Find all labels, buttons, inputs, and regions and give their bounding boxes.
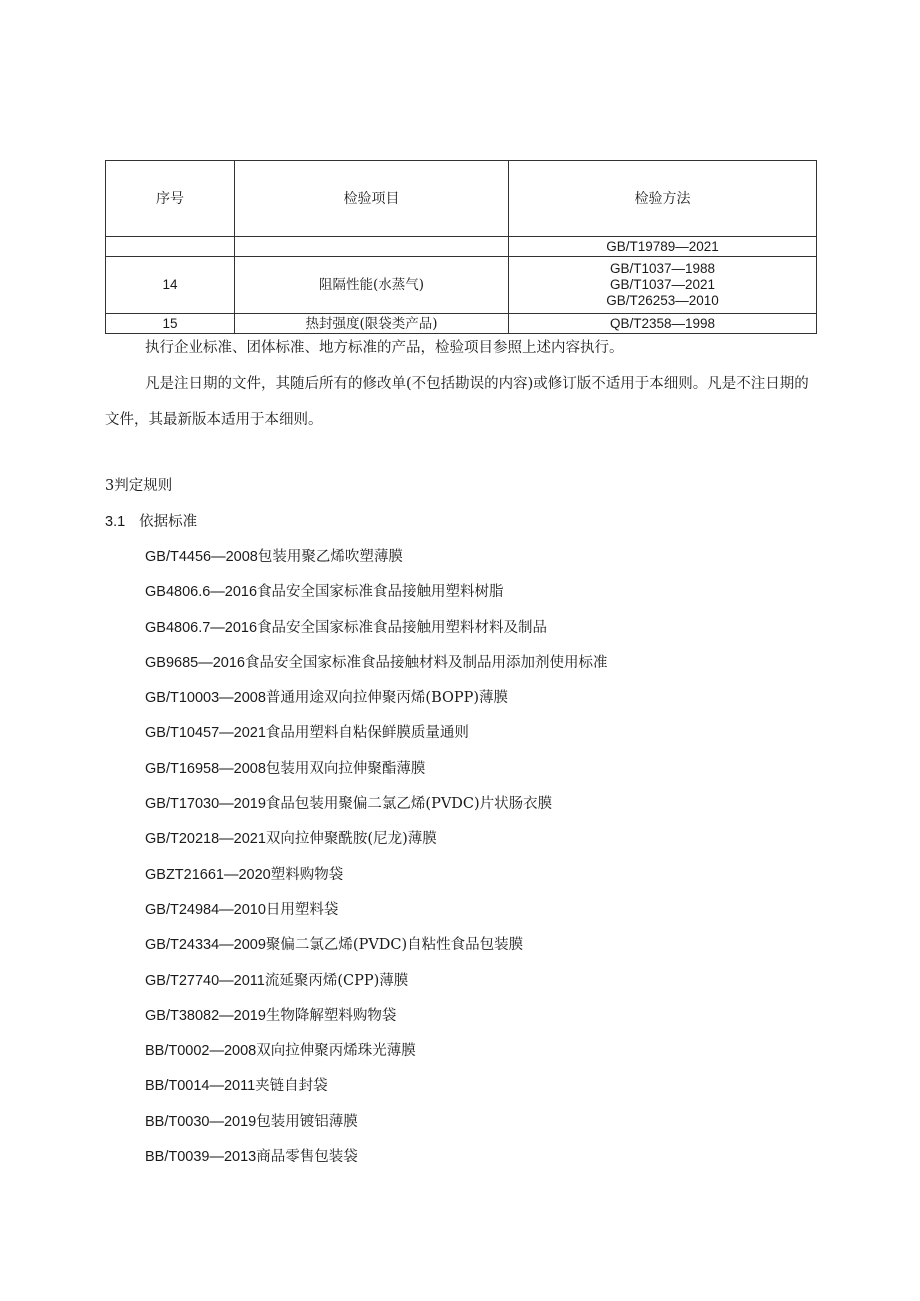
standard-name: 双向拉伸聚酰胺(尼龙)薄膜 <box>265 831 437 848</box>
list-item <box>145 822 607 857</box>
method-line: GB/T1037—1988 <box>609 261 716 276</box>
standard-code: GB/T27740—2011 <box>145 972 265 989</box>
standard-name: 双向拉伸聚丙烯珠光薄膜 <box>256 1043 416 1060</box>
cell-no: 14 <box>106 257 235 314</box>
table-row <box>106 237 817 257</box>
list-item <box>145 681 607 716</box>
standard-code: GB4806.6—2016 <box>145 584 258 601</box>
subsection-title: 依据标准 <box>139 514 198 530</box>
standards-list <box>145 540 607 1175</box>
list-item <box>145 858 607 893</box>
standard-code: GB/T20218—2021 <box>145 831 266 848</box>
standard-name: 生物降解塑料购物袋 <box>265 1007 397 1024</box>
standard-name: 食品安全国家标准食品接触材料及制品用添加剂使用标准 <box>244 654 608 671</box>
section-title: 3判定规则 <box>105 478 173 494</box>
standard-code: GB/T4456—2008 <box>145 549 258 565</box>
method-line: GB/T1037—2021 <box>609 277 716 292</box>
method-line: GB/T26253—2010 <box>606 293 719 308</box>
list-item <box>145 787 607 822</box>
list-item <box>145 1140 607 1175</box>
standard-code: GB/T38082—2019 <box>145 1007 266 1024</box>
standard-name: 日用塑料袋 <box>265 901 339 918</box>
list-item <box>145 540 607 575</box>
paragraph-enterprise-standards: 执行企业标准、团体标准、地方标准的产品，检验项目参照上述内容执行。 <box>145 340 624 356</box>
subsection-number: 3.1 <box>105 514 126 530</box>
cell-method <box>509 257 817 314</box>
standard-name: 食品安全国家标准食品接触用塑料树脂 <box>257 584 504 601</box>
list-item <box>145 611 607 646</box>
standard-code: GBZT21661—2020 <box>145 866 271 883</box>
list-item <box>145 575 607 610</box>
header-item: 检验项目 <box>235 161 509 237</box>
standard-code: GB/T24984—2010 <box>145 901 266 918</box>
standard-name: 夹链自封袋 <box>255 1078 328 1095</box>
standard-code: GB/T10457—2021 <box>145 725 266 742</box>
list-item <box>145 999 607 1034</box>
standard-name: 食品安全国家标准食品接触用塑料材料及制品 <box>257 619 548 636</box>
method-line: GB/T19789—2021 <box>606 238 719 254</box>
standard-name: 包装用镀铝薄膜 <box>256 1113 358 1130</box>
standard-name: 商品零售包装袋 <box>256 1149 358 1166</box>
header-no: 序号 <box>106 161 235 237</box>
list-item <box>145 646 607 681</box>
table-row <box>106 257 817 314</box>
list-item <box>145 964 607 999</box>
standard-code: GB/T24334—2009 <box>145 937 266 954</box>
cell-method <box>509 237 817 257</box>
list-item <box>145 928 607 963</box>
standard-name: 包装用聚乙烯吹塑薄膜 <box>257 549 403 565</box>
standard-code: BB/T0039—2013 <box>145 1149 257 1166</box>
standard-code: GB4806.7—2016 <box>145 619 258 636</box>
standard-code: BB/T0002—2008 <box>145 1043 257 1060</box>
list-item <box>145 1105 607 1140</box>
method-line: QB/T2358—1998 <box>609 315 716 331</box>
list-item <box>145 752 607 787</box>
paragraph-dated-documents: 凡是注日期的文件，其随后所有的修改单(不包括勘误的内容)或修订版不适用于本细则。凡是不注日期的文件，其最新版本适用于本细则。 <box>105 376 809 428</box>
standard-code: GB/T16958—2008 <box>145 760 266 777</box>
standard-name: 流延聚丙烯(CPP)薄膜 <box>264 972 409 989</box>
list-item <box>145 1069 607 1104</box>
cell-item: 阻隔性能(水蒸气) <box>235 257 509 314</box>
cell-item: 热封强度(限袋类产品) <box>235 314 509 334</box>
list-item <box>145 1034 607 1069</box>
section-heading <box>105 474 172 495</box>
subsection-heading <box>105 510 197 531</box>
standard-code: GB/T17030—2019 <box>145 796 266 813</box>
cell-item <box>235 237 509 257</box>
cell-no <box>106 237 235 257</box>
standard-name: 聚偏二氯乙烯(PVDC)自粘性食品包装膜 <box>265 937 524 954</box>
standard-name: 食品用塑料自粘保鲜膜质量通则 <box>265 725 469 742</box>
table-header-row <box>106 161 817 237</box>
inspection-table <box>105 160 817 334</box>
standard-code: BB/T0014—2011 <box>145 1078 256 1095</box>
list-item <box>145 716 607 751</box>
standard-name: 普通用途双向拉伸聚丙烯(BOPP)薄膜 <box>265 690 509 707</box>
standard-name: 塑料购物袋 <box>270 866 344 883</box>
standard-code: GB9685—2016 <box>145 654 245 671</box>
list-item <box>145 893 607 928</box>
header-method: 检验方法 <box>509 161 817 237</box>
standard-code: BB/T0030—2019 <box>145 1113 257 1130</box>
cell-no: 15 <box>106 314 235 334</box>
standard-name: 食品包装用聚偏二氯乙烯(PVDC)片状肠衣膜 <box>265 796 553 813</box>
standard-code: GB/T10003—2008 <box>145 690 266 707</box>
standard-name: 包装用双向拉伸聚酯薄膜 <box>265 760 426 777</box>
